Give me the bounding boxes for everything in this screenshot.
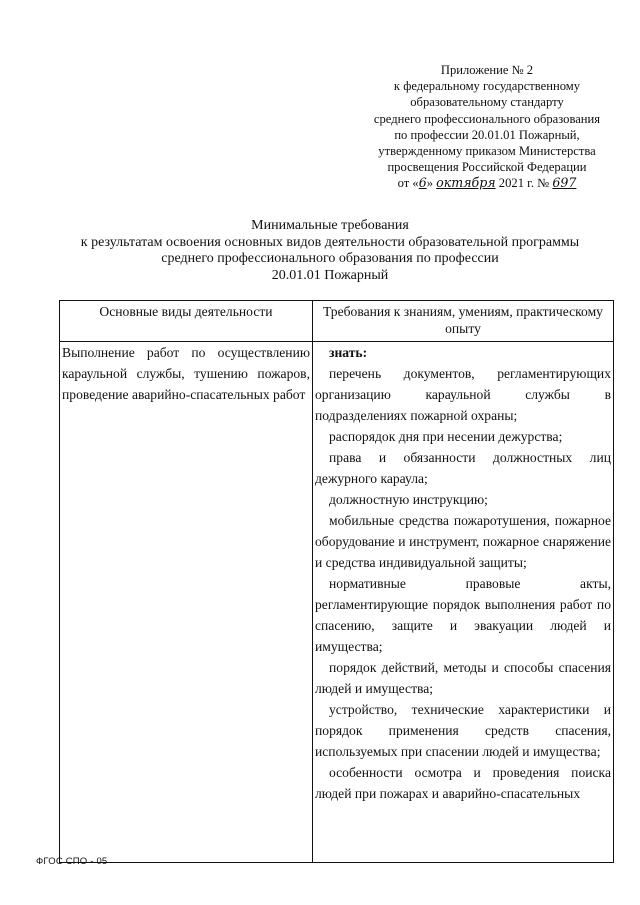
appendix-line: Приложение № 2 [440,63,534,77]
header-activities: Основные виды деятельности [60,301,313,342]
appendix-line: среднего профессионального образования [373,111,601,126]
requirement-item: перечень документов, регламентирующих организацию караульной службы в подразделениях пожарной охраны; [315,366,611,423]
table-header-row [60,301,614,342]
document-title [40,218,620,284]
date-mid: » [426,176,433,191]
date-month-handwritten: октября [436,175,496,191]
order-number-handwritten: 697 [552,175,577,191]
title-line: к результатам освоения основных видов деятельности образовательной программы [80,234,580,250]
title-line: среднего профессионального образования по профессии [161,251,499,267]
requirements-table [59,300,614,863]
activity-text: Выполнение работ по осуществлению караульной службы, тушению пожаров, проведение аварийно-спасательных работ [62,345,310,402]
page-footer: ФГОС СПО - 05 [36,856,108,867]
date-prefix: от « [397,176,419,191]
title-line: 20.01.01 Пожарный [271,267,389,283]
appendix-line: образовательному стандарту [410,95,564,110]
appendix-date-line [360,175,614,191]
requirement-item: нормативные правовые акты, регламентирующие порядок выполнения работ по спасению, защите и эвакуации людей и имущества; [315,576,611,654]
requirement-heading: знать: [329,345,368,360]
requirement-item: должностную инструкцию; [329,492,488,507]
requirement-item: порядок действий, методы и способы спасения людей и имущества; [315,660,611,696]
requirements-cell [313,342,614,863]
date-year: 2021 г. № [498,176,550,191]
appendix-block [360,62,614,192]
appendix-line: просвещения Российской Федерации [387,160,587,175]
activity-cell [60,342,313,863]
table-row [60,342,614,863]
requirement-item: особенности осмотра и проведения поиска людей при пожарах и аварийно-спасательных [315,765,611,801]
requirement-item: права и обязанности должностных лиц дежурного караула; [315,450,611,486]
requirement-item: распорядок дня при несении дежурства; [329,429,563,444]
appendix-line: к федеральному государственному [393,79,581,94]
appendix-line: утвержденному приказом Министерства [378,144,596,159]
date-day-handwritten: 6 [418,175,427,191]
requirement-item: устройство, технические характеристики и порядок применения средств спасения, используемых при спасении людей и имущества; [315,702,611,759]
title-line: Минимальные требования [251,218,409,233]
header-requirements: Требования к знаниям, умениям, практическому опыту [313,301,614,342]
requirement-item: мобильные средства пожаротушения, пожарное оборудование и инструмент, пожарное снаряжение и средства индивидуальной защиты; [315,513,611,570]
appendix-line: по профессии 20.01.01 Пожарный, [394,127,580,142]
